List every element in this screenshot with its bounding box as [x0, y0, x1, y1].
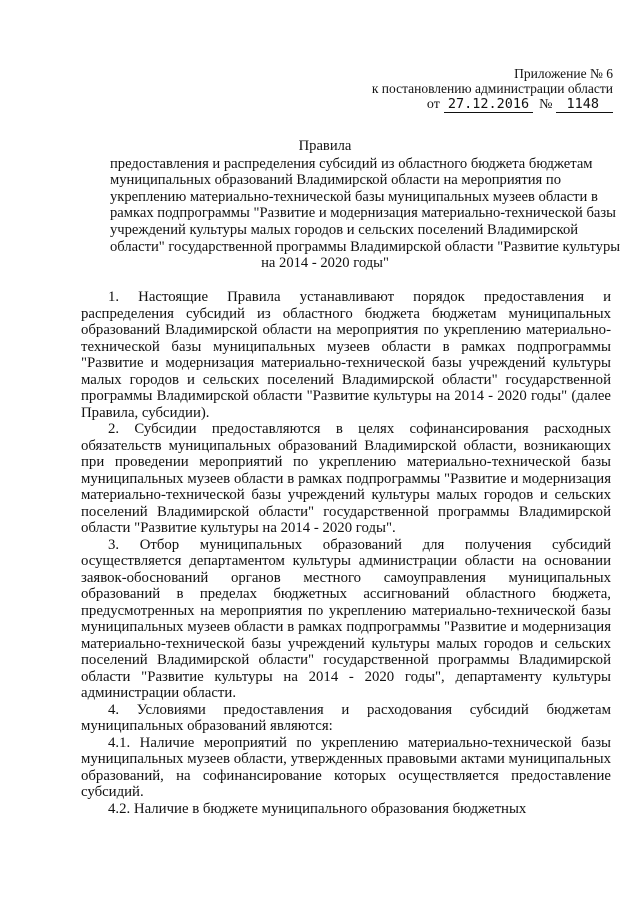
- title-line: на 2014 - 2020 годы": [261, 255, 389, 272]
- title-line: укреплению материально-технической базы муниципальных музеев области в: [110, 188, 598, 205]
- title-line: учреждений культуры малых городов и сельских поселений Владимирской: [110, 221, 579, 238]
- paragraph-4-2: 4.2. Наличие в бюджете муниципального образования бюджетных: [108, 800, 527, 817]
- paragraph-1: 1. Настоящие Правила устанавливают порядок предоставления и распределения субсидий из областного бюджета бюджетам муниципальных образований Владимирской области на мероприятия по укреплению материально-технической базы муниципальных музеев области в рамках подпрограммы "Развитие и модернизация материально-технической базы учреждений культуры малых городов и сельских поселений Владимирской области" государственной программы Владимирской области "Развитие культуры на 2014 - 2020 годы" (далее Правила, субсидии).: [81, 289, 611, 421]
- decree-number: 1148: [556, 97, 613, 113]
- title-line: муниципальных образований Владимирской области на мероприятия по: [110, 172, 562, 189]
- appendix-header: [313, 66, 613, 113]
- title-line: предоставления и распределения субсидий из областного бюджета бюджетам: [110, 155, 593, 172]
- paragraph-2: 2. Субсидии предоставляются в целях софинансирования расходных обязательств муниципальных образований Владимирской области, возникающих при проведении мероприятий по укреплению материально-технической базы муниципальных музеев области в рамках подпрограммы "Развитие и модернизация материально-технической базы учреждений культуры малых городов и сельских поселений Владимирской области" государственной программы Владимирской области "Развитие культуры на 2014 - 2020 годы".: [81, 421, 611, 536]
- paragraph-4-1: 4.1. Наличие мероприятий по укреплению материально-технической базы муниципальных музеев области, утвержденных правовыми актами муниципальных образований, на софинансирование которых осуществляется предоставление субсидий.: [81, 734, 611, 800]
- document-heading: Правила: [298, 138, 352, 154]
- title-line: области" государственной программы Владимирской области "Развитие культуры: [110, 238, 621, 255]
- appendix-reference: к постановлению администрации области: [371, 81, 613, 96]
- paragraph-4: 4. Условиями предоставления и расходования субсидий бюджетам муниципальных образований являются:: [81, 701, 611, 734]
- document-body: [81, 289, 611, 817]
- date-prefix: от: [426, 97, 440, 112]
- appendix-date-row: [313, 97, 613, 113]
- decree-date: 27.12.2016: [444, 97, 533, 113]
- appendix-title: Приложение № 6: [514, 66, 613, 81]
- paragraph-3: 3. Отбор муниципальных образований для получения субсидий осуществляется департаментом культуры администрации области на основании заявок-обоснований органов местного самоуправления муниципальных образований в пределах бюджетных ассигнований областного бюджета, предусмотренных на мероприятия по укреплению материально-технической базы муниципальных музеев области в рамках подпрограммы "Развитие и модернизация материально-технической базы учреждений культуры малых городов и сельских поселений Владимирской области" государственной программы Владимирской области "Развитие культуры на 2014 - 2020 годы", департаменту культуры администрации области.: [81, 536, 611, 701]
- number-sign: №: [539, 97, 553, 112]
- document-title-block: [110, 138, 621, 272]
- title-line: рамках подпрограммы "Развитие и модернизация материально-технической базы: [110, 205, 616, 222]
